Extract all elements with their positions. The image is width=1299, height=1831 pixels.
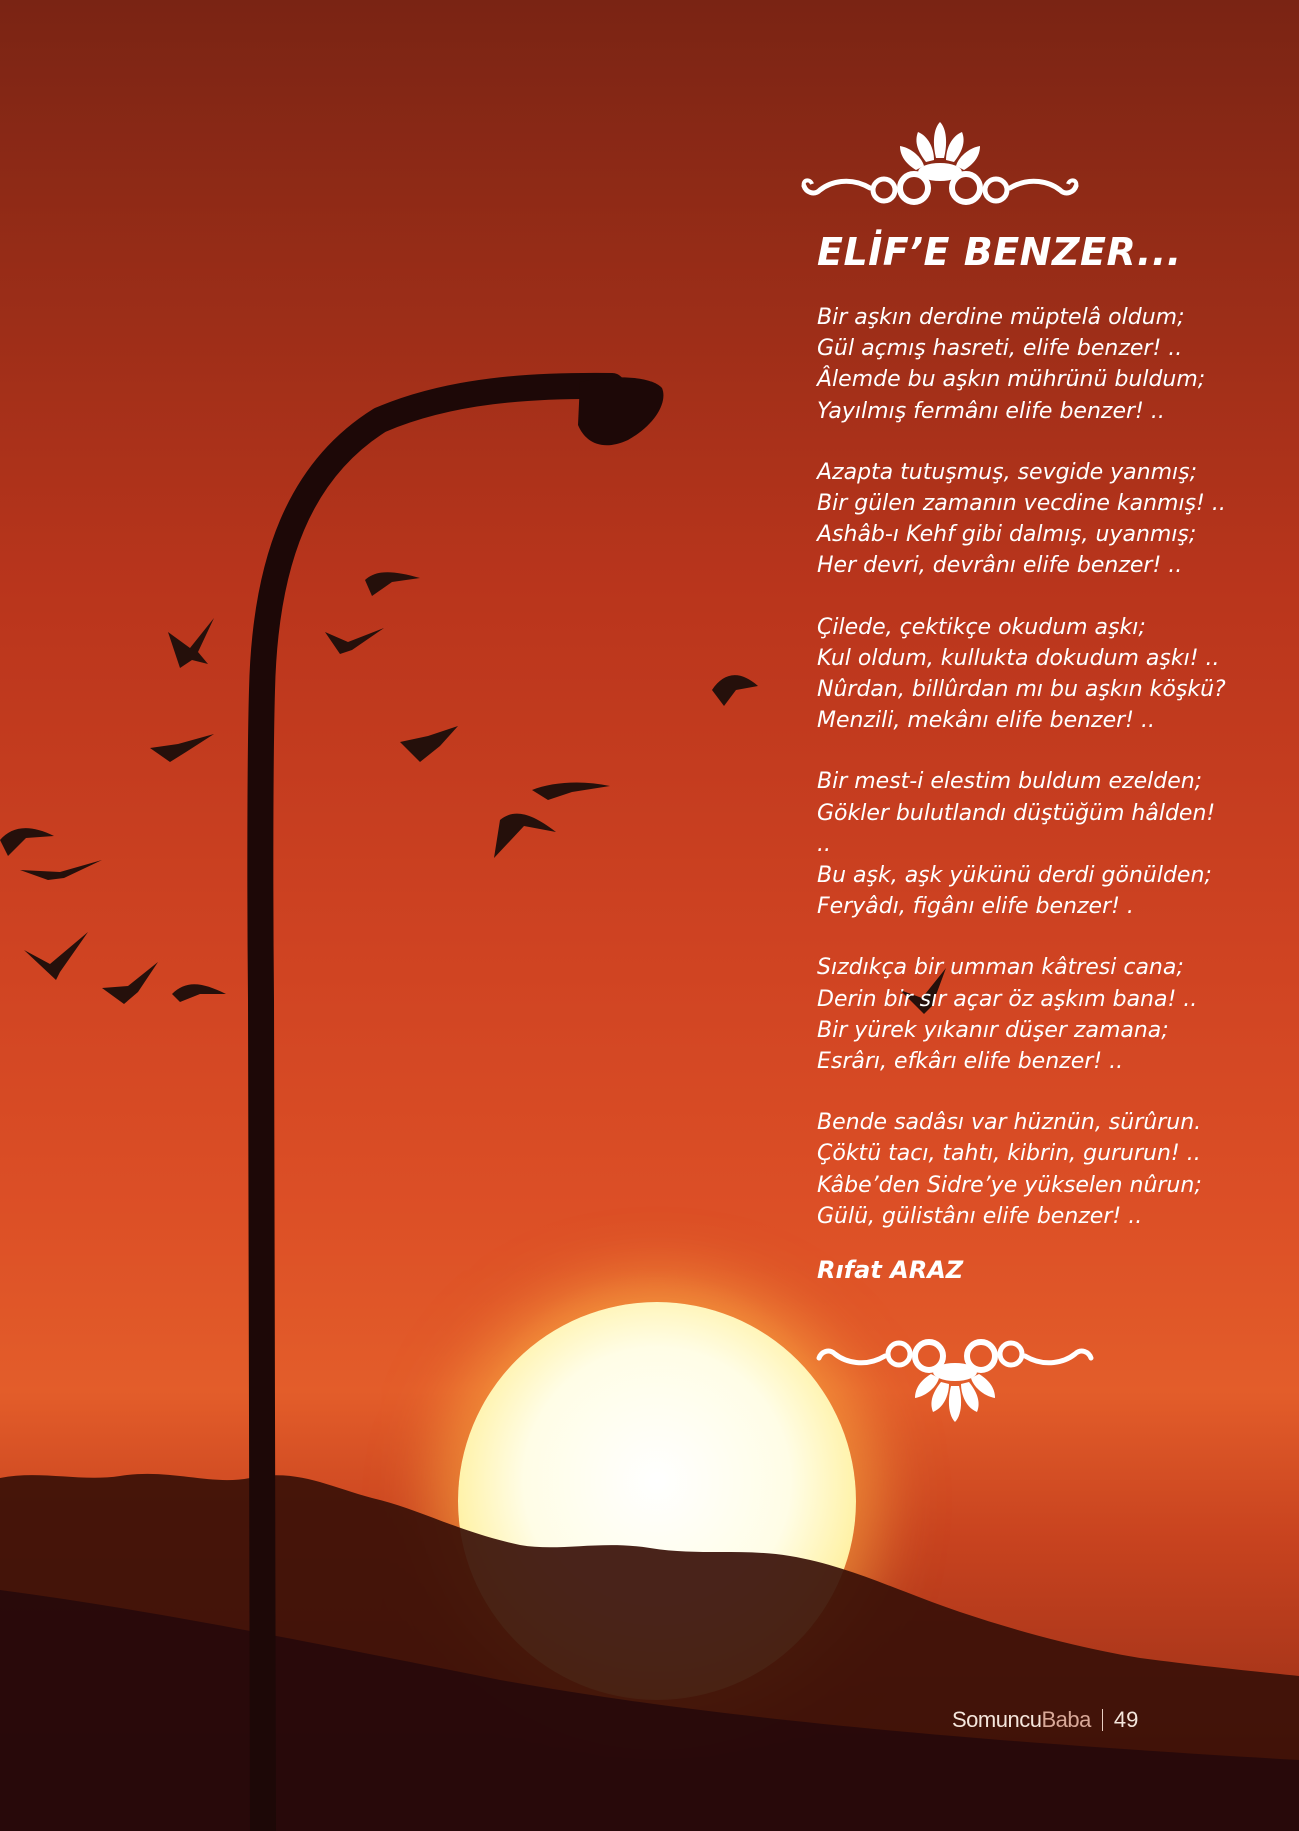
poem-line: Gülü, gülistânı elife benzer! .. [817,1203,1143,1229]
poem-stanza [817,766,1287,922]
poem-line: Âlemde bu aşkın mührünü buldum; [817,367,1206,393]
ornament-top-icon [800,118,1080,214]
poem-line: Bir mest-i elestim buldum ezelden; [817,769,1203,795]
magazine-name-part1: Somuncu [952,1707,1042,1732]
poem-line: Her devri, devrânı elife benzer! .. [817,553,1183,579]
poem-line: Bu aşk, aşk yükünü derdi gönülden; [817,863,1212,889]
poem-stanza [817,457,1287,582]
poem-line: Bende sadâsı var hüznün, sürûrun. [817,1110,1202,1136]
poem-line: Azapta tutuşmuş, sevgide yanmış; [817,459,1198,485]
poem-line: Yayılmış fermânı elife benzer! .. [817,398,1165,424]
page-footer [952,1704,1138,1736]
page-number: 49 [1113,1707,1139,1732]
ornament-bottom-icon [815,1330,1095,1426]
poem-title: ELİF’E BENZER... [817,230,1182,274]
poem-line: Menzili, mekânı elife benzer! .. [817,708,1155,734]
magazine-name-part2: Baba [1041,1707,1091,1732]
poem-line: Bir gülen zamanın vecdine kanmış! .. [817,491,1226,517]
poem-line: Bir yürek yıkanır düşer zamana; [817,1017,1169,1043]
poem-stanza [817,612,1287,737]
poem-stanza [817,302,1287,427]
poem-line: Sızdıkça bir umman kâtresi cana; [817,955,1184,981]
poem-line: Kâbe’den Sidre’ye yükselen nûrun; [817,1172,1202,1198]
poem-author: Rıfat ARAZ [817,1256,964,1285]
poem-line: Kul oldum, kullukta dokudum aşkı! .. [817,645,1220,671]
poem-line: Çöktü tacı, tahtı, kibrin, gururun! .. [817,1141,1201,1167]
poem-stanza [817,1107,1287,1232]
lamp-head [578,377,663,445]
poem-line: Ashâb-ı Kehf gibi dalmış, uyanmış; [817,522,1197,548]
poem-line: Derin bir sır açar öz aşkım bana! .. [817,986,1198,1012]
poem-line: Nûrdan, billûrdan mı bu aşkın köşkü? [817,677,1226,703]
poem-line: Çilede, çektikçe okudum aşkı; [817,614,1146,640]
poem-line: .. [817,831,831,857]
bird-flock [0,572,946,1014]
footer-divider [1102,1709,1103,1731]
poem-line: Gül açmış hasreti, elife benzer! .. [817,336,1183,362]
poem-line: Bir aşkın derdine müptelâ oldum; [817,305,1185,330]
poem [817,230,1287,1284]
poem-stanzas [817,302,1287,1232]
poem-line: Gökler bulutlandı düştüğüm hâlden! [817,800,1216,826]
poem-line: Esrârı, efkârı elife benzer! .. [817,1049,1124,1075]
poem-stanza [817,952,1287,1077]
poem-line: Feryâdı, figânı elife benzer! . [817,894,1134,920]
